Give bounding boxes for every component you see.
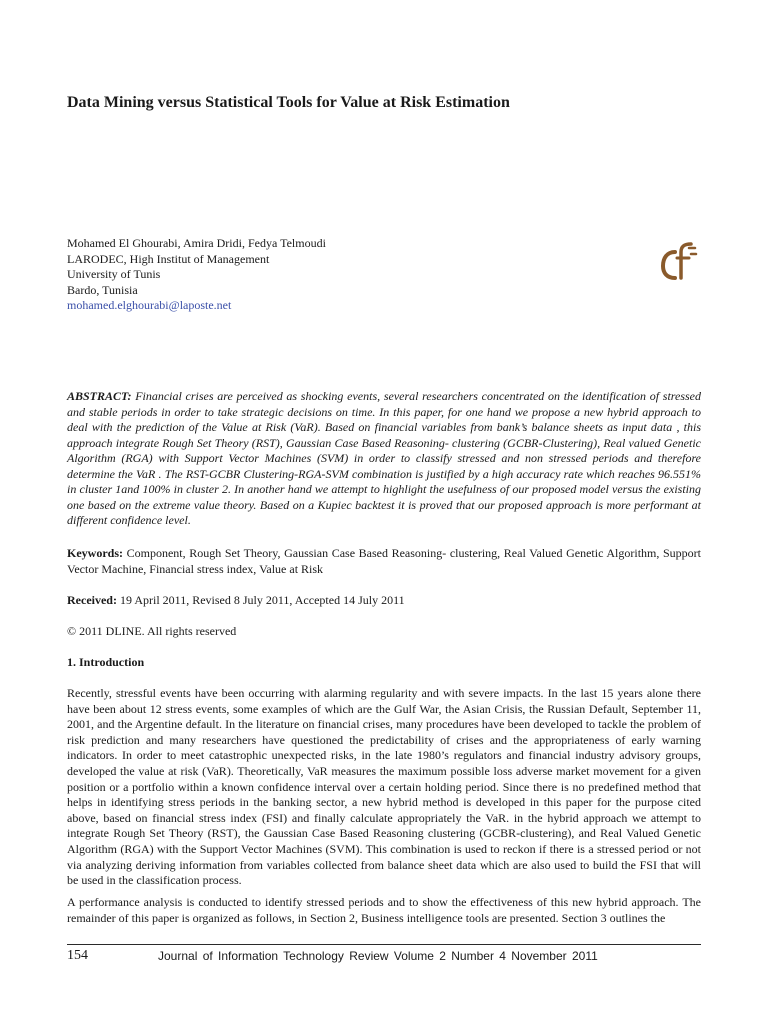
abstract-text: Financial crises are perceived as shocking events, several researchers concentrated on the identification of stressed and stable periods in order to take strategic decisions on time. In this paper, for one hand we propose a new hybrid approach to deal with the prediction of the Value at Risk (VaR). Based on financial variables from bank’s balance sheets as input data , this approach integrate Rough Set Theory (RST), Gaussian Case Based Reasoning- clustering (GCBR-Clustering), Real valued Genetic Algorithm (RGA) with Support Vector Machines (SVM) in order to classify stressed and non stressed periods and therefore determine the VaR . The RST-GCBR Clustering-RGA-SVM combination is justified by a high accuracy rate which reaches 96.551% in cluster 1and 100% in cluster 2. In another hand we attempt to highlight the usefulness of our proposed model versus the existing one based on the extreme value theory. Based on a Kupiec backtest it is proved that our proposed approach is more performant at different confidence level. bbox=[67, 389, 702, 527]
received-text: 19 April 2011, Revised 8 July 2011, Accepted 14 July 2011 bbox=[119, 593, 405, 607]
keywords bbox=[67, 546, 701, 577]
abstract-label: ABSTRACT: bbox=[67, 389, 132, 403]
section-heading: 1. Introduction bbox=[67, 655, 145, 669]
body-paragraph: A performance analysis is conducted to identify stressed periods and to show the effectiveness of this new hybrid approach. The remainder of this paper is organized as follows, in Section 2, Business intelligence tools are presented. Section 3 outlines the bbox=[67, 895, 701, 925]
author-block bbox=[67, 236, 587, 314]
affiliation-line: LARODEC, High Institut of Management bbox=[67, 251, 270, 266]
publisher-logo-text: cf bbox=[655, 240, 656, 241]
abstract bbox=[67, 389, 701, 529]
publisher-logo-icon bbox=[655, 240, 699, 282]
keywords-text: Component, Rough Set Theory, Gaussian Case Based Reasoning- clustering, Real Valued Genetic Algorithm, Support Vector Machine, Financial stress index, Value at Risk bbox=[67, 546, 701, 576]
footer-divider bbox=[67, 944, 701, 945]
affiliation-line: Bardo, Tunisia bbox=[67, 282, 138, 297]
received-label: Received: bbox=[67, 593, 117, 607]
paper-title: Data Mining versus Statistical Tools for Value at Risk Estimation bbox=[67, 94, 510, 111]
author-email-link[interactable]: mohamed.elghourabi@laposte.net bbox=[67, 298, 232, 312]
journal-citation: Journal of Information Technology Review Volume 2 Number 4 November 2011 bbox=[158, 949, 598, 963]
affiliation-line: University of Tunis bbox=[67, 267, 161, 281]
author-names: Mohamed El Ghourabi, Amira Dridi, Fedya Telmoudi bbox=[67, 236, 326, 250]
copyright-notice: © 2011 DLINE. All rights reserved bbox=[67, 624, 237, 638]
keywords-label: Keywords: bbox=[67, 546, 123, 560]
page-number: 154 bbox=[67, 948, 88, 963]
body-paragraph: Recently, stressful events have been occurring with alarming regularity and with severe impacts. In the last 15 years alone there have been about 12 stress events, some examples of which are the Gulf War, the Asian Crisis, the Russian Default, September 11, 2001, and the Argentine default. In the literature on financial crises, many procedures have been developed to tackle the problem of risk prediction and many researchers have questioned the predictability of crises and the appropriateness of early warning indicators. In order to meet catastrophic unexpected risks, in the late 1980’s regulators and financial industry advisory groups, developed the value at risk (VaR). Theoretically, VaR measures the maximum possible loss adverse market movement for a given position or a portfolio within a known confidence interval over a certain holding period. Since there is no predefined method that helps in identifying stress periods in the banking sector, a new hybrid method is developed in this paper for the purpose cited above, based on financial stress index (FSI) and finally calculate appropriately the VaR. in the hybrid approach we attempt to integrate Rough Set Theory (RST), the Gaussian Case Based Reasoning clustering (GCBR-clustering), and Real Valued Genetic Algorithm (RGA) with the Support Vector Machines (SVM). This combination is used to reckon if there is a stressed period or not via analyzing deriving information from variables collected from balance sheet data which are also used to build the FSI that will be used in the classification process. bbox=[67, 686, 701, 888]
received-dates bbox=[67, 593, 701, 609]
